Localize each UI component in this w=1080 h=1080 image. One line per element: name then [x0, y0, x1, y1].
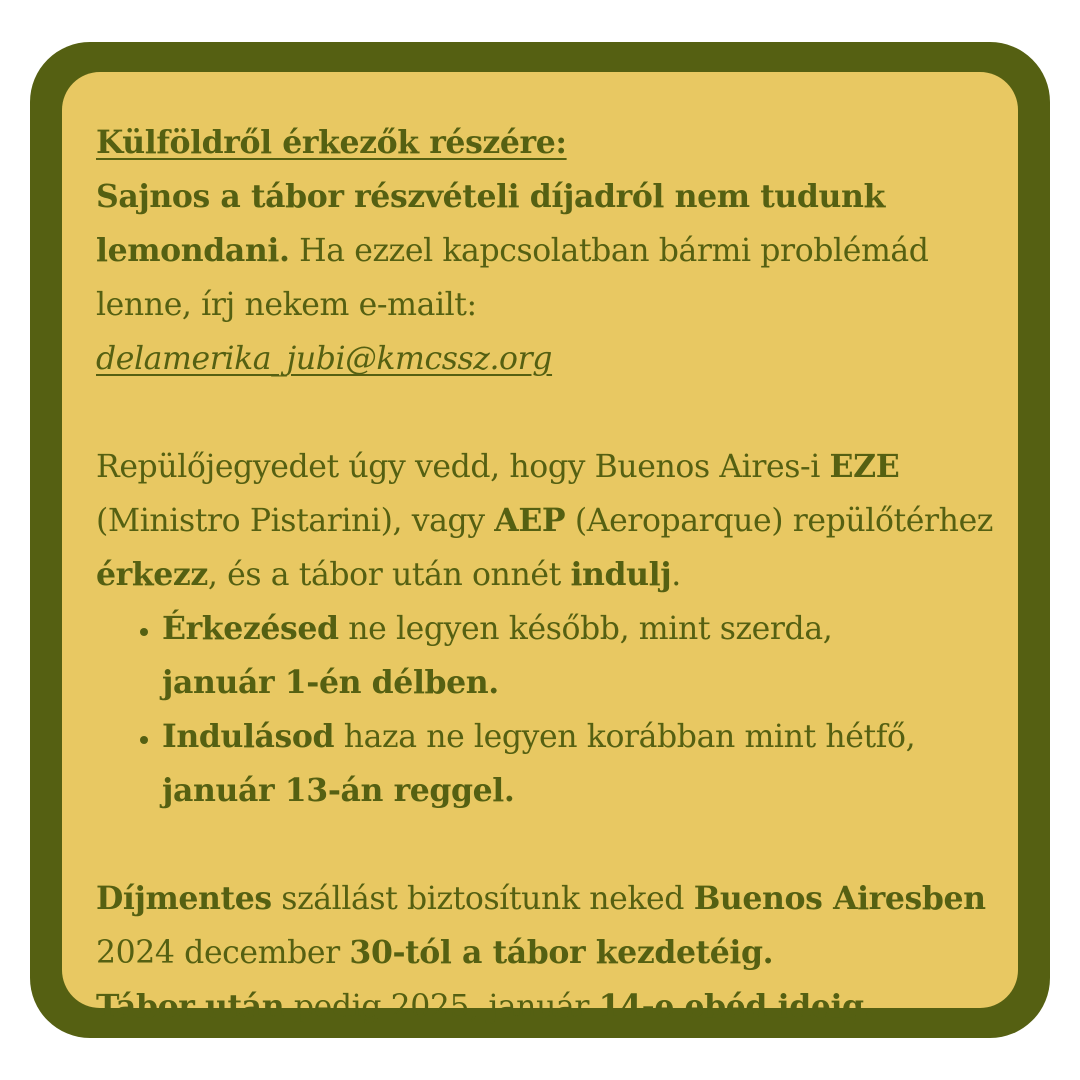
list-item-departure [162, 710, 996, 818]
flight-text-5: . [671, 557, 681, 593]
flight-text-1: Repülőjegyedet úgy vedd, hogy Buenos Aires-i [96, 449, 830, 485]
spacer [96, 386, 996, 440]
contact-text: Ha ezzel kapcsolatban bármi problémád lenne, írj nekem e-mailt: [96, 233, 929, 323]
airport-eze: EZE [829, 448, 900, 485]
info-card [62, 72, 1018, 1025]
lodging-before-camp: 30-tól a tábor kezdetéig. [349, 934, 774, 971]
departure-text: haza ne legyen korábban mint hétfő, [334, 719, 916, 755]
flight-text-3: (Aeroparque) repülőtérhez [565, 503, 994, 539]
flight-text-2: (Ministro Pistarini), vagy [96, 503, 495, 539]
outer-frame [30, 42, 1050, 1038]
depart-word: indulj [570, 556, 672, 593]
airport-aep: AEP [494, 502, 566, 539]
fee-notice: Sajnos a tábor részvételi díjadról nem tudunk lemondani. [96, 178, 885, 269]
fee-paragraph [96, 170, 996, 386]
travel-rules-list [96, 602, 996, 818]
lodging-text-3: pedig 2025, január [284, 989, 599, 1025]
after-camp-label: Tábor után [96, 988, 285, 1025]
arrival-label: Érkezésed [162, 610, 339, 647]
lodging-after-camp: 14-e ebéd ideig. [598, 988, 875, 1025]
free-label: Díjmentes [96, 880, 272, 917]
list-item-arrival [162, 602, 996, 710]
spacer [96, 818, 996, 872]
lodging-text-1: szállást biztosítunk neked [271, 881, 694, 917]
arrival-text: ne legyen később, mint szerda, [338, 611, 833, 647]
flight-text-4: , és a tábor után onnét [207, 557, 571, 593]
card-content [96, 116, 996, 1034]
arrival-date: január 1-én délben. [162, 664, 499, 701]
departure-label: Indulásod [162, 718, 335, 755]
departure-date: január 13-án reggel. [162, 772, 515, 809]
lodging-paragraph [96, 872, 996, 1034]
lodging-city: Buenos Airesben [693, 880, 986, 917]
lodging-text-2: 2024 december [96, 935, 350, 971]
flight-paragraph [96, 440, 996, 602]
heading: Külföldről érkezők részére: [96, 124, 567, 161]
arrive-word: érkezz [96, 556, 208, 593]
email-link[interactable]: delamerika_jubi@kmcssz.org [96, 341, 553, 377]
